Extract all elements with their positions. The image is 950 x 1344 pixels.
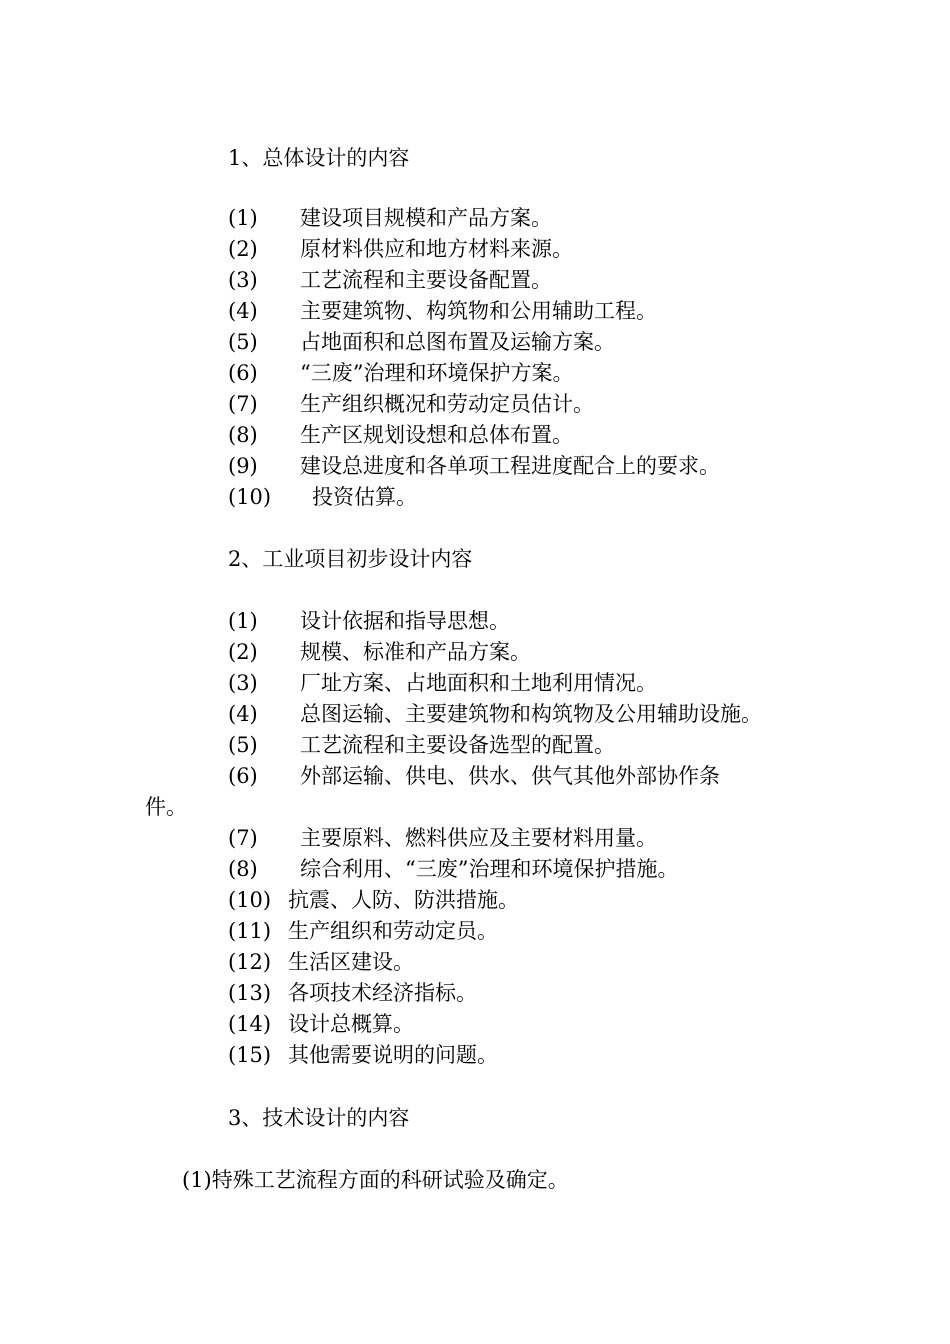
list-item	[228, 639, 531, 665]
item-number: (3)	[228, 671, 258, 695]
list-item	[228, 236, 573, 262]
item-text: 生产区规划设想和总体布置。	[300, 423, 573, 447]
list-item	[228, 360, 574, 386]
item-text: 设计总概算。	[288, 1012, 414, 1036]
item-number: (1)	[228, 609, 258, 633]
list-item	[228, 670, 657, 696]
item-text: “三废”治理和环境保护方案。	[300, 361, 574, 385]
list-item	[228, 1011, 414, 1037]
item-text: 主要原料、燃料供应及主要材料用量。	[300, 826, 657, 850]
item-text: 其他需要说明的问题。	[288, 1043, 498, 1067]
item-number: (2)	[228, 237, 258, 261]
item-text: 主要建筑物、构筑物和公用辅助工程。	[300, 299, 657, 323]
item-number: (4)	[228, 299, 258, 323]
item-number: (2)	[228, 640, 258, 664]
item-number: (13)	[228, 981, 272, 1005]
item-text: 规模、标准和产品方案。	[300, 640, 531, 664]
list-item	[228, 701, 762, 727]
item-text: 建设项目规模和产品方案。	[300, 206, 552, 230]
list-item	[228, 856, 679, 882]
list-item	[228, 267, 552, 293]
list-item	[228, 391, 594, 417]
item-number: (8)	[228, 857, 258, 881]
list-item	[228, 949, 414, 975]
section-heading: 1、总体设计的内容	[228, 146, 410, 170]
item-number: (3)	[228, 268, 258, 292]
list-item	[228, 422, 573, 448]
item-text: 工艺流程和主要设备选型的配置。	[300, 733, 615, 757]
section-heading: 2、工业项目初步设计内容	[228, 547, 473, 571]
item-text: 生产组织概况和劳动定员估计。	[300, 392, 594, 416]
item-number: (10)	[228, 485, 272, 509]
item-number: (10)	[228, 888, 272, 912]
list-item	[228, 205, 552, 231]
item-text: 厂址方案、占地面积和土地利用情况。	[300, 671, 657, 695]
item-text: 各项技术经济指标。	[288, 981, 477, 1005]
list-item	[228, 608, 510, 634]
item-number: (9)	[228, 454, 258, 478]
item-number: (8)	[228, 423, 258, 447]
list-item	[228, 329, 615, 355]
list-item	[228, 732, 615, 758]
item-number: (5)	[228, 733, 258, 757]
item-number: (12)	[228, 950, 272, 974]
item-number: (1)	[228, 206, 258, 230]
item-number: (6)	[228, 361, 258, 385]
item-number: (6)	[228, 764, 258, 788]
item-number: (14)	[228, 1012, 272, 1036]
item-number: (4)	[228, 702, 258, 726]
item-text: 抗震、人防、防洪措施。	[288, 888, 519, 912]
item-text: 生产组织和劳动定员。	[288, 919, 498, 943]
item-text: 建设总进度和各单项工程进度配合上的要求。	[300, 454, 720, 478]
item-number: (15)	[228, 1043, 272, 1067]
list-item	[228, 484, 417, 510]
item-text: 综合利用、“三废”治理和环境保护措施。	[300, 857, 679, 881]
list-item	[228, 763, 720, 789]
item-text: 总图运输、主要建筑物和构筑物及公用辅助设施。	[300, 702, 762, 726]
list-item	[228, 980, 477, 1006]
list-item	[228, 453, 720, 479]
item-text-continuation: 件。	[145, 795, 187, 819]
list-item	[228, 825, 657, 851]
list-item	[228, 918, 498, 944]
item-number: (7)	[228, 826, 258, 850]
section-heading: 3、技术设计的内容	[228, 1106, 410, 1130]
item-text: 外部运输、供电、供水、供气其他外部协作条	[300, 764, 720, 788]
item-text: 投资估算。	[312, 485, 417, 509]
paragraph: (1)特殊工艺流程方面的科研试验及确定。	[182, 1168, 569, 1192]
item-text: 生活区建设。	[288, 950, 414, 974]
list-item	[228, 1042, 498, 1068]
list-item	[228, 887, 519, 913]
item-text: 工艺流程和主要设备配置。	[300, 268, 552, 292]
item-text: 设计依据和指导思想。	[300, 609, 510, 633]
item-number: (5)	[228, 330, 258, 354]
item-text: 原材料供应和地方材料来源。	[300, 237, 573, 261]
item-number: (7)	[228, 392, 258, 416]
list-item	[228, 298, 657, 324]
item-number: (11)	[228, 919, 272, 943]
item-text: 占地面积和总图布置及运输方案。	[300, 330, 615, 354]
